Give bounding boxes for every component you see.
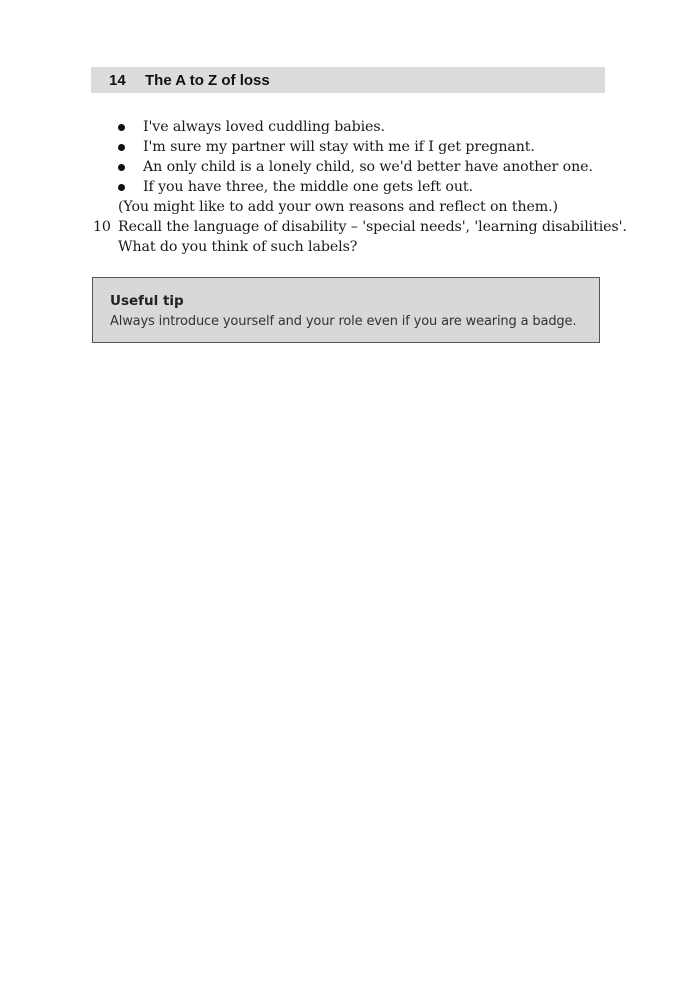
list-item-text: I'm sure my partner will stay with me if I get pregnant. xyxy=(143,139,535,155)
bullet-icon xyxy=(118,184,125,191)
bullet-icon xyxy=(118,164,125,171)
list-item-text: If you have three, the middle one gets left out. xyxy=(143,179,473,195)
bullet-list xyxy=(115,117,593,197)
tip-text: Always introduce yourself and your role even if you are wearing a badge. xyxy=(110,314,577,329)
item-text-line2: What do you think of such labels? xyxy=(118,239,358,255)
list-item xyxy=(115,177,593,197)
list-item xyxy=(115,137,593,157)
item-text-line1: Recall the language of disability – 'special needs', 'learning disabilities'. xyxy=(118,219,627,235)
running-header xyxy=(91,67,605,93)
chapter-number: 14 xyxy=(109,71,126,89)
numbered-item-10 xyxy=(93,217,627,257)
bullet-icon xyxy=(118,144,125,151)
reflect-note: (You might like to add your own reasons and reflect on them.) xyxy=(118,199,558,215)
bullet-icon xyxy=(118,124,125,131)
item-number: 10 xyxy=(93,219,111,235)
useful-tip-box xyxy=(92,277,600,343)
list-item xyxy=(115,157,593,177)
chapter-title: The A to Z of loss xyxy=(145,71,270,89)
list-item-text: I've always loved cuddling babies. xyxy=(143,119,385,135)
list-item-text: An only child is a lonely child, so we'd better have another one. xyxy=(143,159,593,175)
list-item xyxy=(115,117,593,137)
tip-title: Useful tip xyxy=(110,293,184,309)
